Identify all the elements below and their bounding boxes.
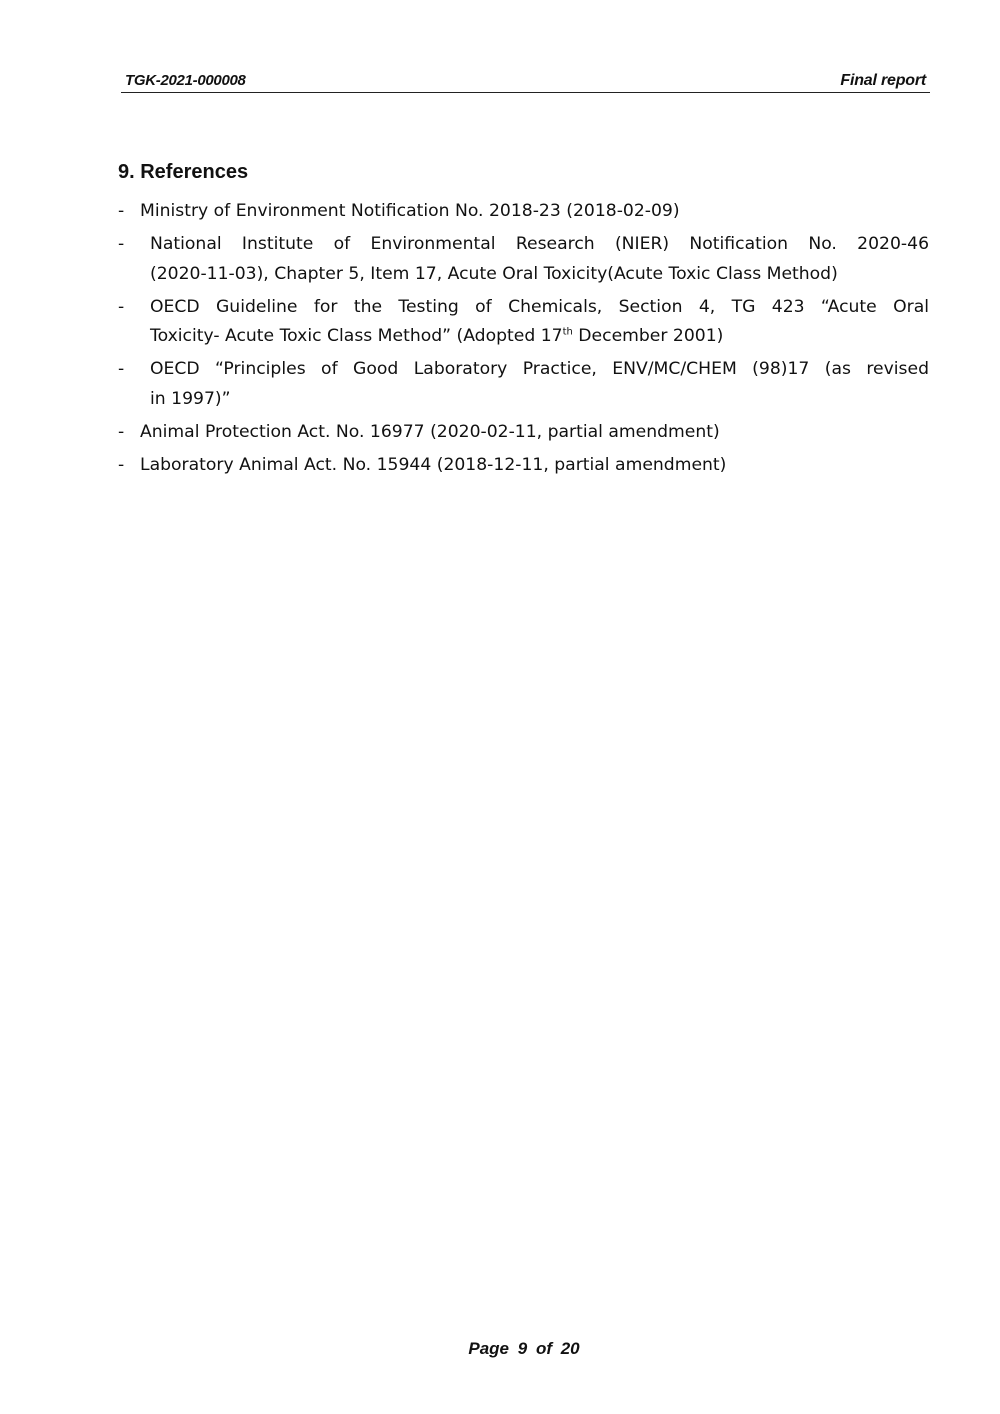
reference-item <box>118 197 929 227</box>
reference-item <box>118 418 929 448</box>
superscript-th: th <box>562 326 573 338</box>
reference-text-line1: National Institute of Environmental Research (NIER) Notification No. 2020-46 <box>150 234 929 254</box>
list-dash: - <box>118 296 125 317</box>
reference-text-line2: in 1997)” <box>150 388 231 409</box>
reference-text-line1: OECD “Principles of Good Laboratory Practice, ENV/MC/CHEM (98)17 (as revised <box>150 359 929 379</box>
reference-item <box>118 230 929 289</box>
document-id: TGK-2021-000008 <box>125 72 246 89</box>
list-dash: - <box>118 421 125 442</box>
reference-text-line2: Toxicity- Acute Toxic Class Method” (Adopted 17th December 2001) <box>150 326 724 346</box>
list-dash: - <box>118 201 125 221</box>
reference-item <box>118 355 929 414</box>
of-label: of <box>535 1339 552 1358</box>
report-type: Final report <box>840 72 926 89</box>
page-header <box>121 70 930 93</box>
reference-text: Laboratory Animal Act. No. 15944 (2018-12-11, partial amendment) <box>140 454 727 475</box>
page-number: 9 <box>517 1339 528 1358</box>
list-dash: - <box>118 234 125 254</box>
reference-text-line2: (2020-11-03), Chapter 5, Item 17, Acute Oral Toxicity(Acute Toxic Class Method) <box>150 263 838 284</box>
reference-item <box>118 451 929 481</box>
reference-text: Ministry of Environment Notification No. 2018-23 (2018-02-09) <box>140 201 680 221</box>
list-dash: - <box>118 454 125 475</box>
reference-text: Animal Protection Act. No. 16977 (2020-02-11, partial amendment) <box>140 421 720 442</box>
reference-item <box>118 293 929 352</box>
total-pages: 20 <box>560 1339 580 1358</box>
section-title: 9. References <box>118 161 249 183</box>
page-label: Page <box>468 1339 509 1358</box>
list-dash: - <box>118 359 125 379</box>
reference-text-line1: OECD Guideline for the Testing of Chemicals, Section 4, TG 423 “Acute Oral <box>150 296 929 317</box>
references-list <box>118 197 929 484</box>
page-footer <box>0 1339 1000 1359</box>
